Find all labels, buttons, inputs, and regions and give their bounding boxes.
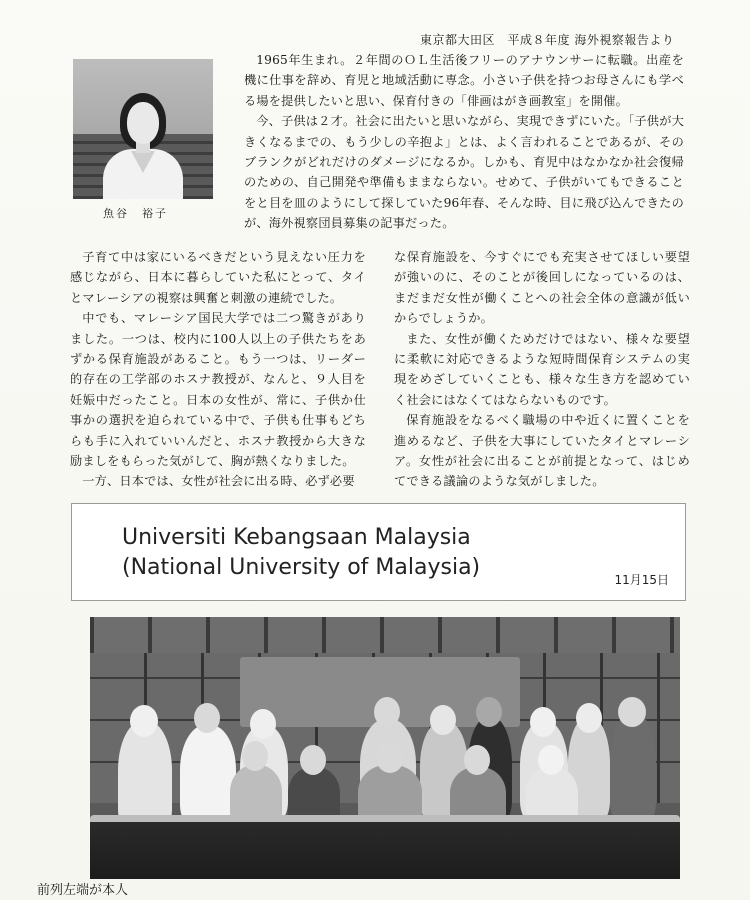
photo-head	[464, 745, 490, 775]
body-left-column	[70, 247, 366, 492]
photo-head	[130, 705, 158, 737]
photo-head	[374, 697, 400, 727]
photo-head	[538, 745, 564, 775]
banner-title: Universiti Kebangsaan Malaysia	[122, 525, 471, 550]
university-banner	[71, 503, 686, 601]
photo-caption: 前列左端が本人	[37, 883, 129, 898]
body-paragraph: な保育施設を、今すぐにでも充実させてほしい要望が強いのに、そのことが後回しになっているのは、まだまだ女性が働くことへの社会全体の意識が低いからでしょうか。	[394, 250, 690, 326]
banner-subtitle: (National University of Malaysia)	[122, 555, 481, 580]
photo-head	[530, 707, 556, 737]
photo-head	[194, 703, 220, 733]
banner-date: 11月15日	[614, 573, 669, 587]
photo-person	[180, 725, 236, 825]
body-paragraph: 一方、日本では、女性が社会に出る時、必ず必要	[82, 474, 355, 489]
photo-table	[90, 822, 680, 879]
body-paragraph: また、女性が働くためだけではない、様々な要望に柔軟に対応できるような短時間保育システムの実現をめざしていくことも、様々な生き方を認めていく社会にはなくてはならないものです。	[394, 331, 690, 407]
photo-head	[242, 741, 268, 771]
photo-head	[250, 709, 276, 739]
group-photo	[90, 617, 680, 879]
portrait-caption: 魚谷 裕子	[103, 207, 168, 220]
photo-head	[476, 697, 502, 727]
body-paragraph: 子育て中は家にいるべきだという見えない圧力を感じながら、日本に暮らしていた私にとって、タイとマレーシアの視察は興奮と刺激の連続でした。	[70, 250, 366, 305]
body-paragraph: 保育施設をなるべく職場の中や近くに置くことを進めるなど、子供を大事にしていたタイとマレーシア。女性が社会に出ることが前提となって、はじめてできる議論のような気がしました。	[394, 413, 690, 489]
photo-head	[618, 697, 646, 727]
portrait-face	[127, 102, 159, 144]
photo-ceiling	[90, 617, 680, 653]
photo-head	[430, 705, 456, 735]
photo-head	[376, 741, 404, 773]
intro-text	[244, 50, 684, 234]
source-line: 東京都大田区 平成８年度 海外視察報告より	[420, 33, 675, 47]
body-paragraph: 中でも、マレーシア国民大学では二つ驚きがありました。一つは、校内に100人以上の子供たちをあずかる保育施設があること。もう一つは、リーダー的存在の工学部のホスナ教授が、なんと、９人目を妊娠中だったこと。日本の女性が、常に、子供か仕事かの選択を迫られている中で、子供も仕事もどちらも手に入れていいんだと、ホスナ教授から大きな励ましをもらった気がして、胸が熱くなりました。	[70, 311, 366, 469]
portrait-photo	[73, 59, 213, 199]
photo-person	[610, 713, 656, 823]
body-right-column	[394, 247, 690, 492]
intro-paragraph: 今、子供は２才。社会に出たいと思いながら、実現できずにいた。「子供が大きくなるまでの、もう少しの辛抱よ」とは、よく言われることであるが、そのブランクがどれだけのダメージになるか。しかも、育児中はなかなか社会復帰のための、自己開発や準備もままならない。せめて、子供がいてもできることをと目を皿のようにして探していた96年春、そんな時、目に飛び込んできたのが、海外視察団員募集の記事だった。	[244, 114, 684, 231]
photo-head	[576, 703, 602, 733]
photo-head	[300, 745, 326, 775]
intro-paragraph: 1965年生まれ。２年間のＯＬ生活後フリーのアナウンサーに転職。出産を機に仕事を辞め、育児と地域活動に専念。小さい子供を持つお母さんにも学べる場を提供したいと思い、保育付きの「俳画はがき画教室」を開催。	[244, 53, 684, 108]
